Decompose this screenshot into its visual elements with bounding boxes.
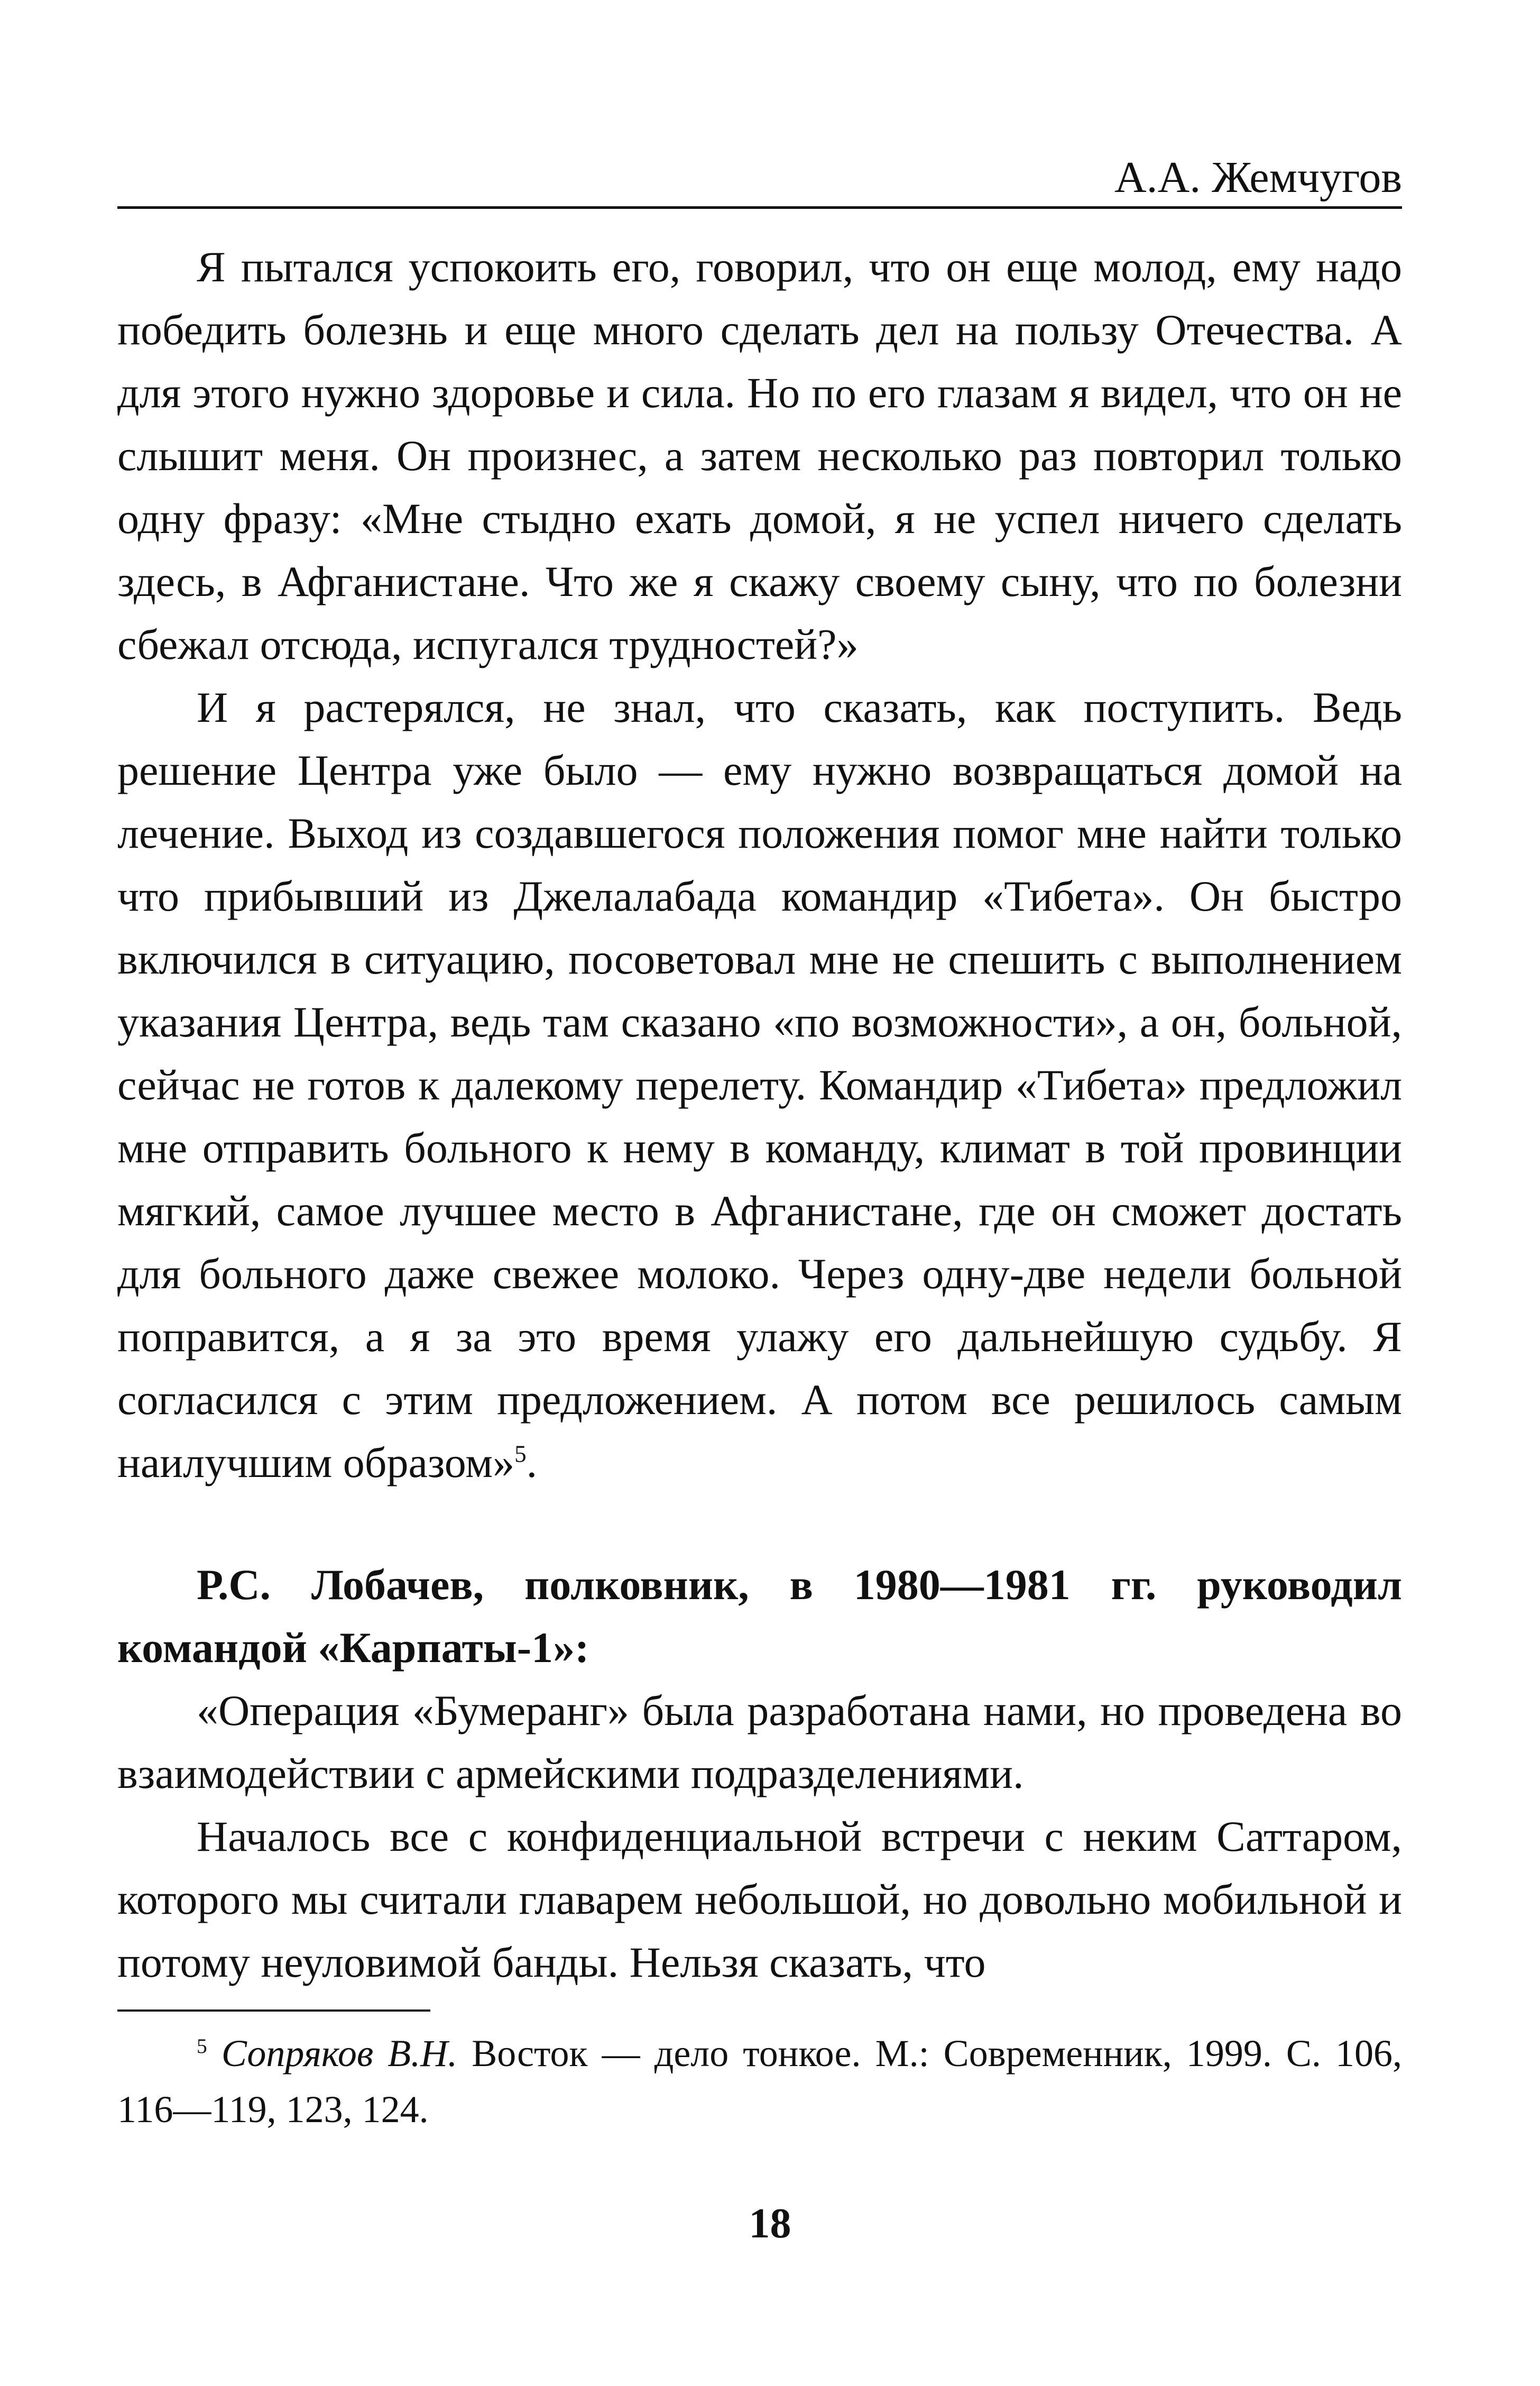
footnote-marker: 5 <box>197 2034 207 2058</box>
running-head <box>117 153 1402 209</box>
main-text <box>117 235 1402 1994</box>
footnote-author: Сопряков В.Н. <box>221 2032 458 2075</box>
paragraph: Началось все с конфиденциальной встречи с неким Саттаром, которого мы считали главарем небольшой, но довольно мобильной и потому неуловимой банды. Нельзя сказать, что <box>117 1812 1402 1986</box>
paragraph: Я пытался успокоить его, говорил, что он еще молод, ему надо победить болезнь и еще много сделать дел на пользу Отечества. А для этого нужно здоровье и сила. Но по его глазам я видел, что он не слышит меня. Он произнес, а затем несколько раз повторил только одну фразу: «Мне стыдно ехать домой, я не успел ничего сделать здесь, в Афганистане. Что же я скажу своему сыну, что по болезни сбежал отсюда, испугался трудностей?» <box>117 243 1402 668</box>
footnote-divider <box>117 2009 430 2012</box>
footnote-reference: 5 <box>514 1440 527 1467</box>
section-heading: Р.С. Лобачев, полковник, в 1980—1981 гг. руководил командой «Карпаты-1»: <box>117 1561 1402 1672</box>
footnote-text: Восток — дело тонкое. М.: Современник, 1999. С. 106, 116—119, 123, 124. <box>117 2032 1403 2131</box>
paragraph-with-footnote: И я растерялся, не знал, что сказать, как поступить. Ведь решение Центра уже было — ему нужно возвращаться домой на лечение. Выход из создавшегося положения помог мне найти только что прибывший из Джелалабада командир «Тибета». Он быстро включился в ситуацию, посоветовал мне не спешить с выполнением указания Центра, ведь там сказано «по возможности», а он, больной, сейчас не готов к далекому перелету. Командир «Тибета» предложил мне отправить больного к нему в команду, климат в той провинции мягкий, самое лучшее место в Афганистане, где он сможет достать для больного даже свежее молоко. Через одну-две недели больной поправится, а я за это время улажу его дальнейшую судьбу. Я согласился с этим предложением. А потом все решилось самым наилучшим образом»$^5$. <box>117 683 1402 1486</box>
paragraph-text: И я растерялся, не знал, что сказать, как поступить. Ведь решение Центра уже было — ему нужно возвращаться домой на лечение. Выход из создавшегося положения помог мне найти только что прибывший из Джелалабада командир «Тибета». Он быстро включился в ситуацию, посоветовал мне не спешить с выполнением указания Центра, ведь там сказано «по возможности», а он, больной, сейчас не готов к далекому перелету. Командир «Тибета» предложил мне отправить больного к нему в команду, климат в той провинции мягкий, самое лучшее место в Афганистане, где он сможет достать для больного даже свежее молоко. Через одну-две недели больной поправится, а я за это время улажу его дальнейшую судьбу. Я согласился с этим предложением. А потом все решилось самым наилучшим образом» <box>117 683 1402 1486</box>
footnote <box>117 2025 1402 2137</box>
page-number: 18 <box>749 2200 791 2247</box>
running-head-author: А.А. Жемчугов <box>1114 153 1402 202</box>
paragraph: «Операция «Бумеранг» была разработана нами, но проведена во взаимодействии с армейскими подразделениями. <box>117 1686 1402 1797</box>
